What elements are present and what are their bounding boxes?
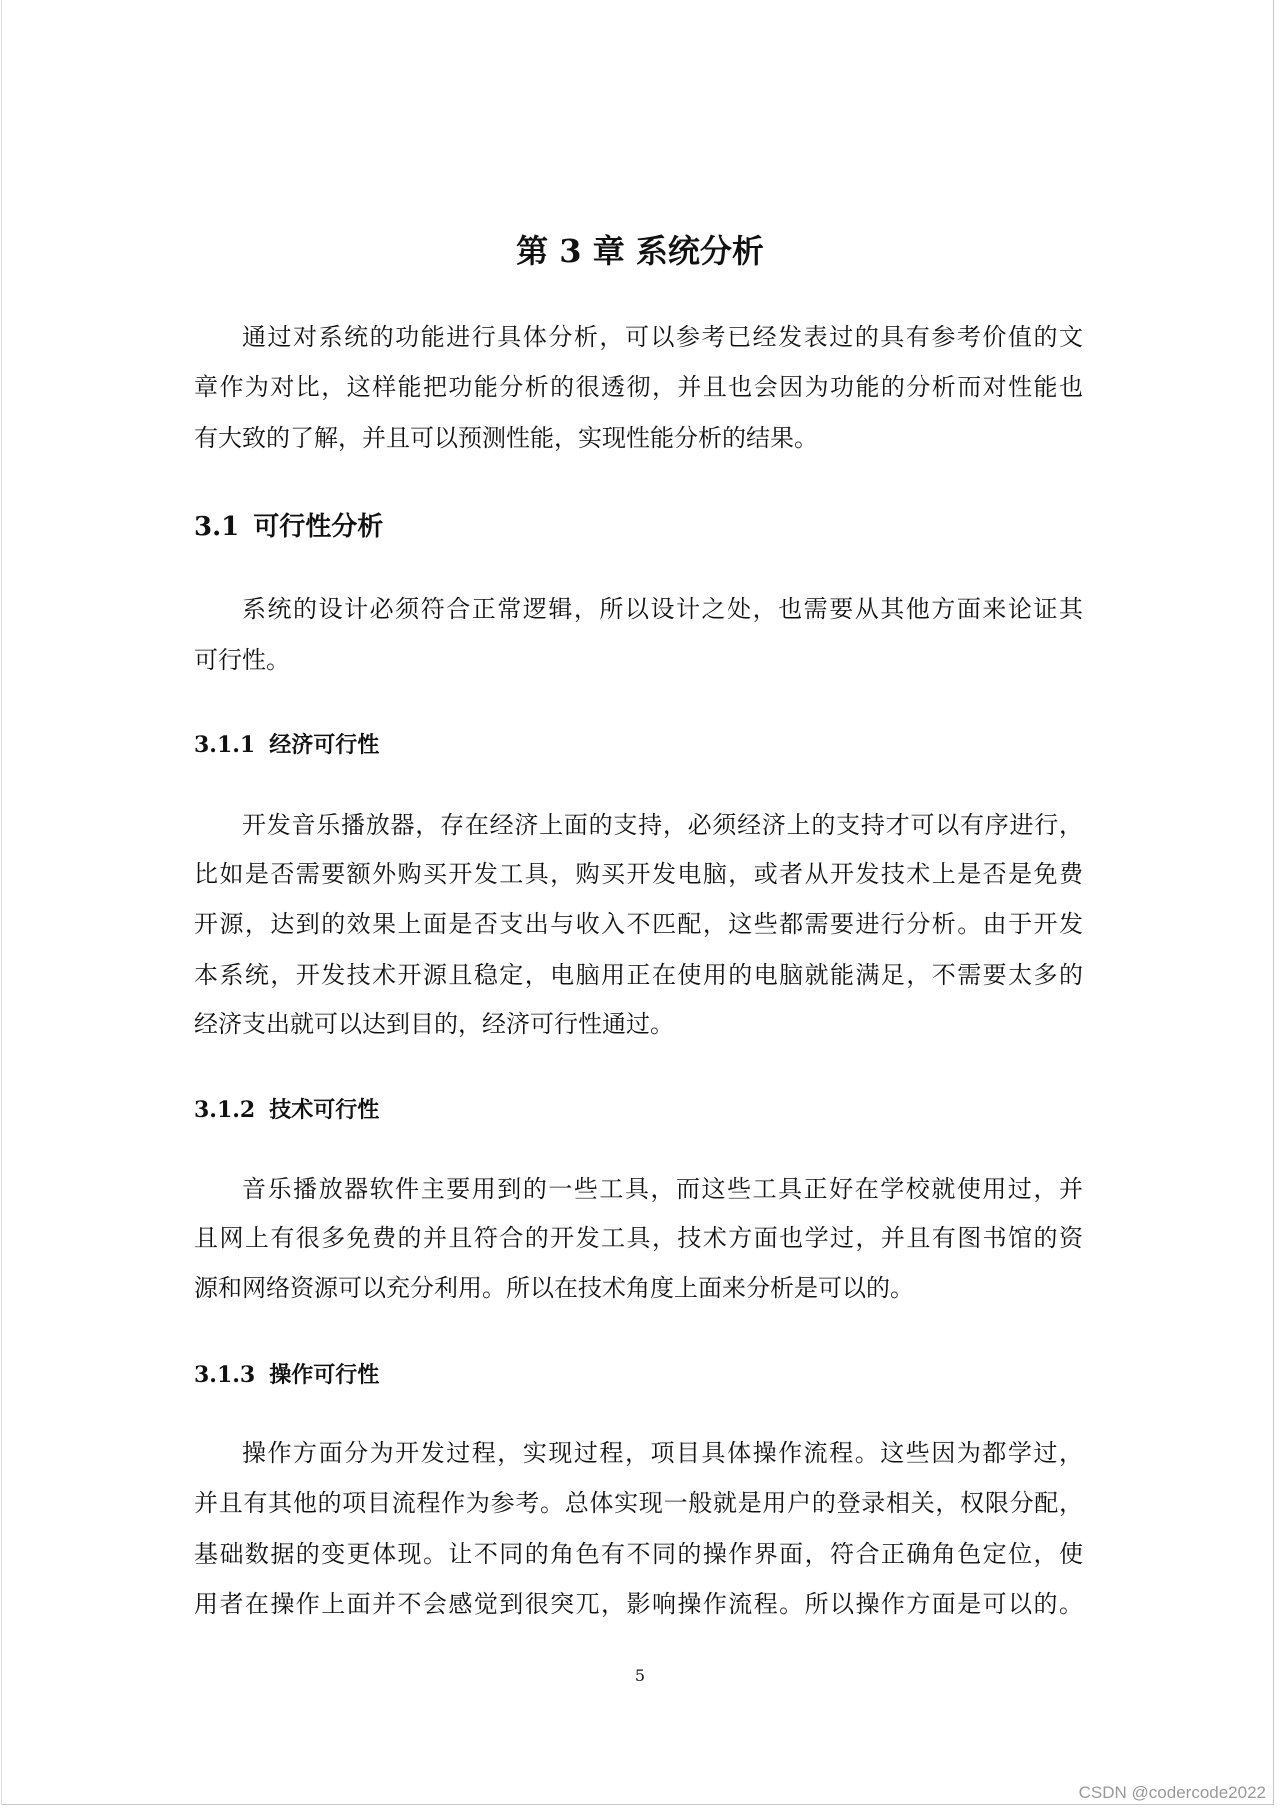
- paragraph-line: 开发音乐播放器，存在经济上面的支持，必须经济上的支持才可以有序进行，: [242, 811, 1083, 839]
- paragraph-line: 比如是否需要额外购买开发工具，购买开发电脑，或者从开发技术上是否是免费: [194, 860, 1083, 888]
- section-heading-3-1: [194, 506, 383, 543]
- intro-line: 有大致的了解，并且可以预测性能，实现性能分析的结果。: [194, 424, 818, 452]
- section-title: 可行性分析: [253, 512, 384, 542]
- paragraph-line: 经济支出就可以达到目的，经济可行性通过。: [194, 1010, 674, 1038]
- intro-line: 章作为对比，这样能把功能分析的很透彻，并且也会因为功能的分析而对性能也: [194, 373, 1083, 401]
- section-heading-3-1-2: [194, 1093, 379, 1124]
- paragraph-line: 本系统，开发技术开源且稳定，电脑用正在使用的电脑就能满足，不需要太多的: [194, 961, 1083, 989]
- section-number: 3.1.1: [194, 732, 256, 758]
- paragraph-line: 并且有其他的项目流程作为参考。总体实现一般就是用户的登录相关，权限分配，: [194, 1489, 1083, 1517]
- section-title: 操作可行性: [269, 1362, 380, 1388]
- paragraph-line: 源和网络资源可以充分利用。所以在技术角度上面来分析是可以的。: [194, 1274, 914, 1302]
- section-number: 3.1.2: [194, 1097, 256, 1123]
- paragraph-line: 系统的设计必须符合正常逻辑，所以设计之处，也需要从其他方面来论证其: [242, 595, 1083, 623]
- section-heading-3-1-1: [194, 728, 379, 759]
- section-heading-3-1-3: [194, 1358, 379, 1389]
- paragraph-line: 操作方面分为开发过程，实现过程，项目具体操作流程。这些因为都学过，: [242, 1439, 1083, 1467]
- paragraph-line: 音乐播放器软件主要用到的一些工具，而这些工具正好在学校就使用过，并: [242, 1175, 1083, 1203]
- paragraph-line: 可行性。: [194, 646, 290, 674]
- section-title: 技术可行性: [269, 1097, 380, 1123]
- section-number: 3.1: [194, 512, 240, 542]
- paragraph-line: 基础数据的变更体现。让不同的角色有不同的操作界面，符合正确角色定位，使: [194, 1540, 1083, 1568]
- watermark: CSDN @codercode2022: [1078, 1783, 1266, 1802]
- paragraph-line: 开源，达到的效果上面是否支出与收入不匹配，这些都需要进行分析。由于开发: [194, 910, 1083, 938]
- section-title: 经济可行性: [269, 732, 380, 758]
- chapter-title: 第 3 章 系统分析: [516, 232, 764, 270]
- intro-line: 通过对系统的功能进行具体分析，可以参考已经发表过的具有参考价值的文: [242, 323, 1083, 351]
- page-number: 5: [634, 1666, 646, 1685]
- section-number: 3.1.3: [194, 1362, 256, 1388]
- paragraph-line: 用者在操作上面并不会感觉到很突兀，影响操作流程。所以操作方面是可以的。: [194, 1590, 1083, 1618]
- paragraph-line: 且网上有很多免费的并且符合的开发工具，技术方面也学过，并且有图书馆的资: [194, 1224, 1083, 1252]
